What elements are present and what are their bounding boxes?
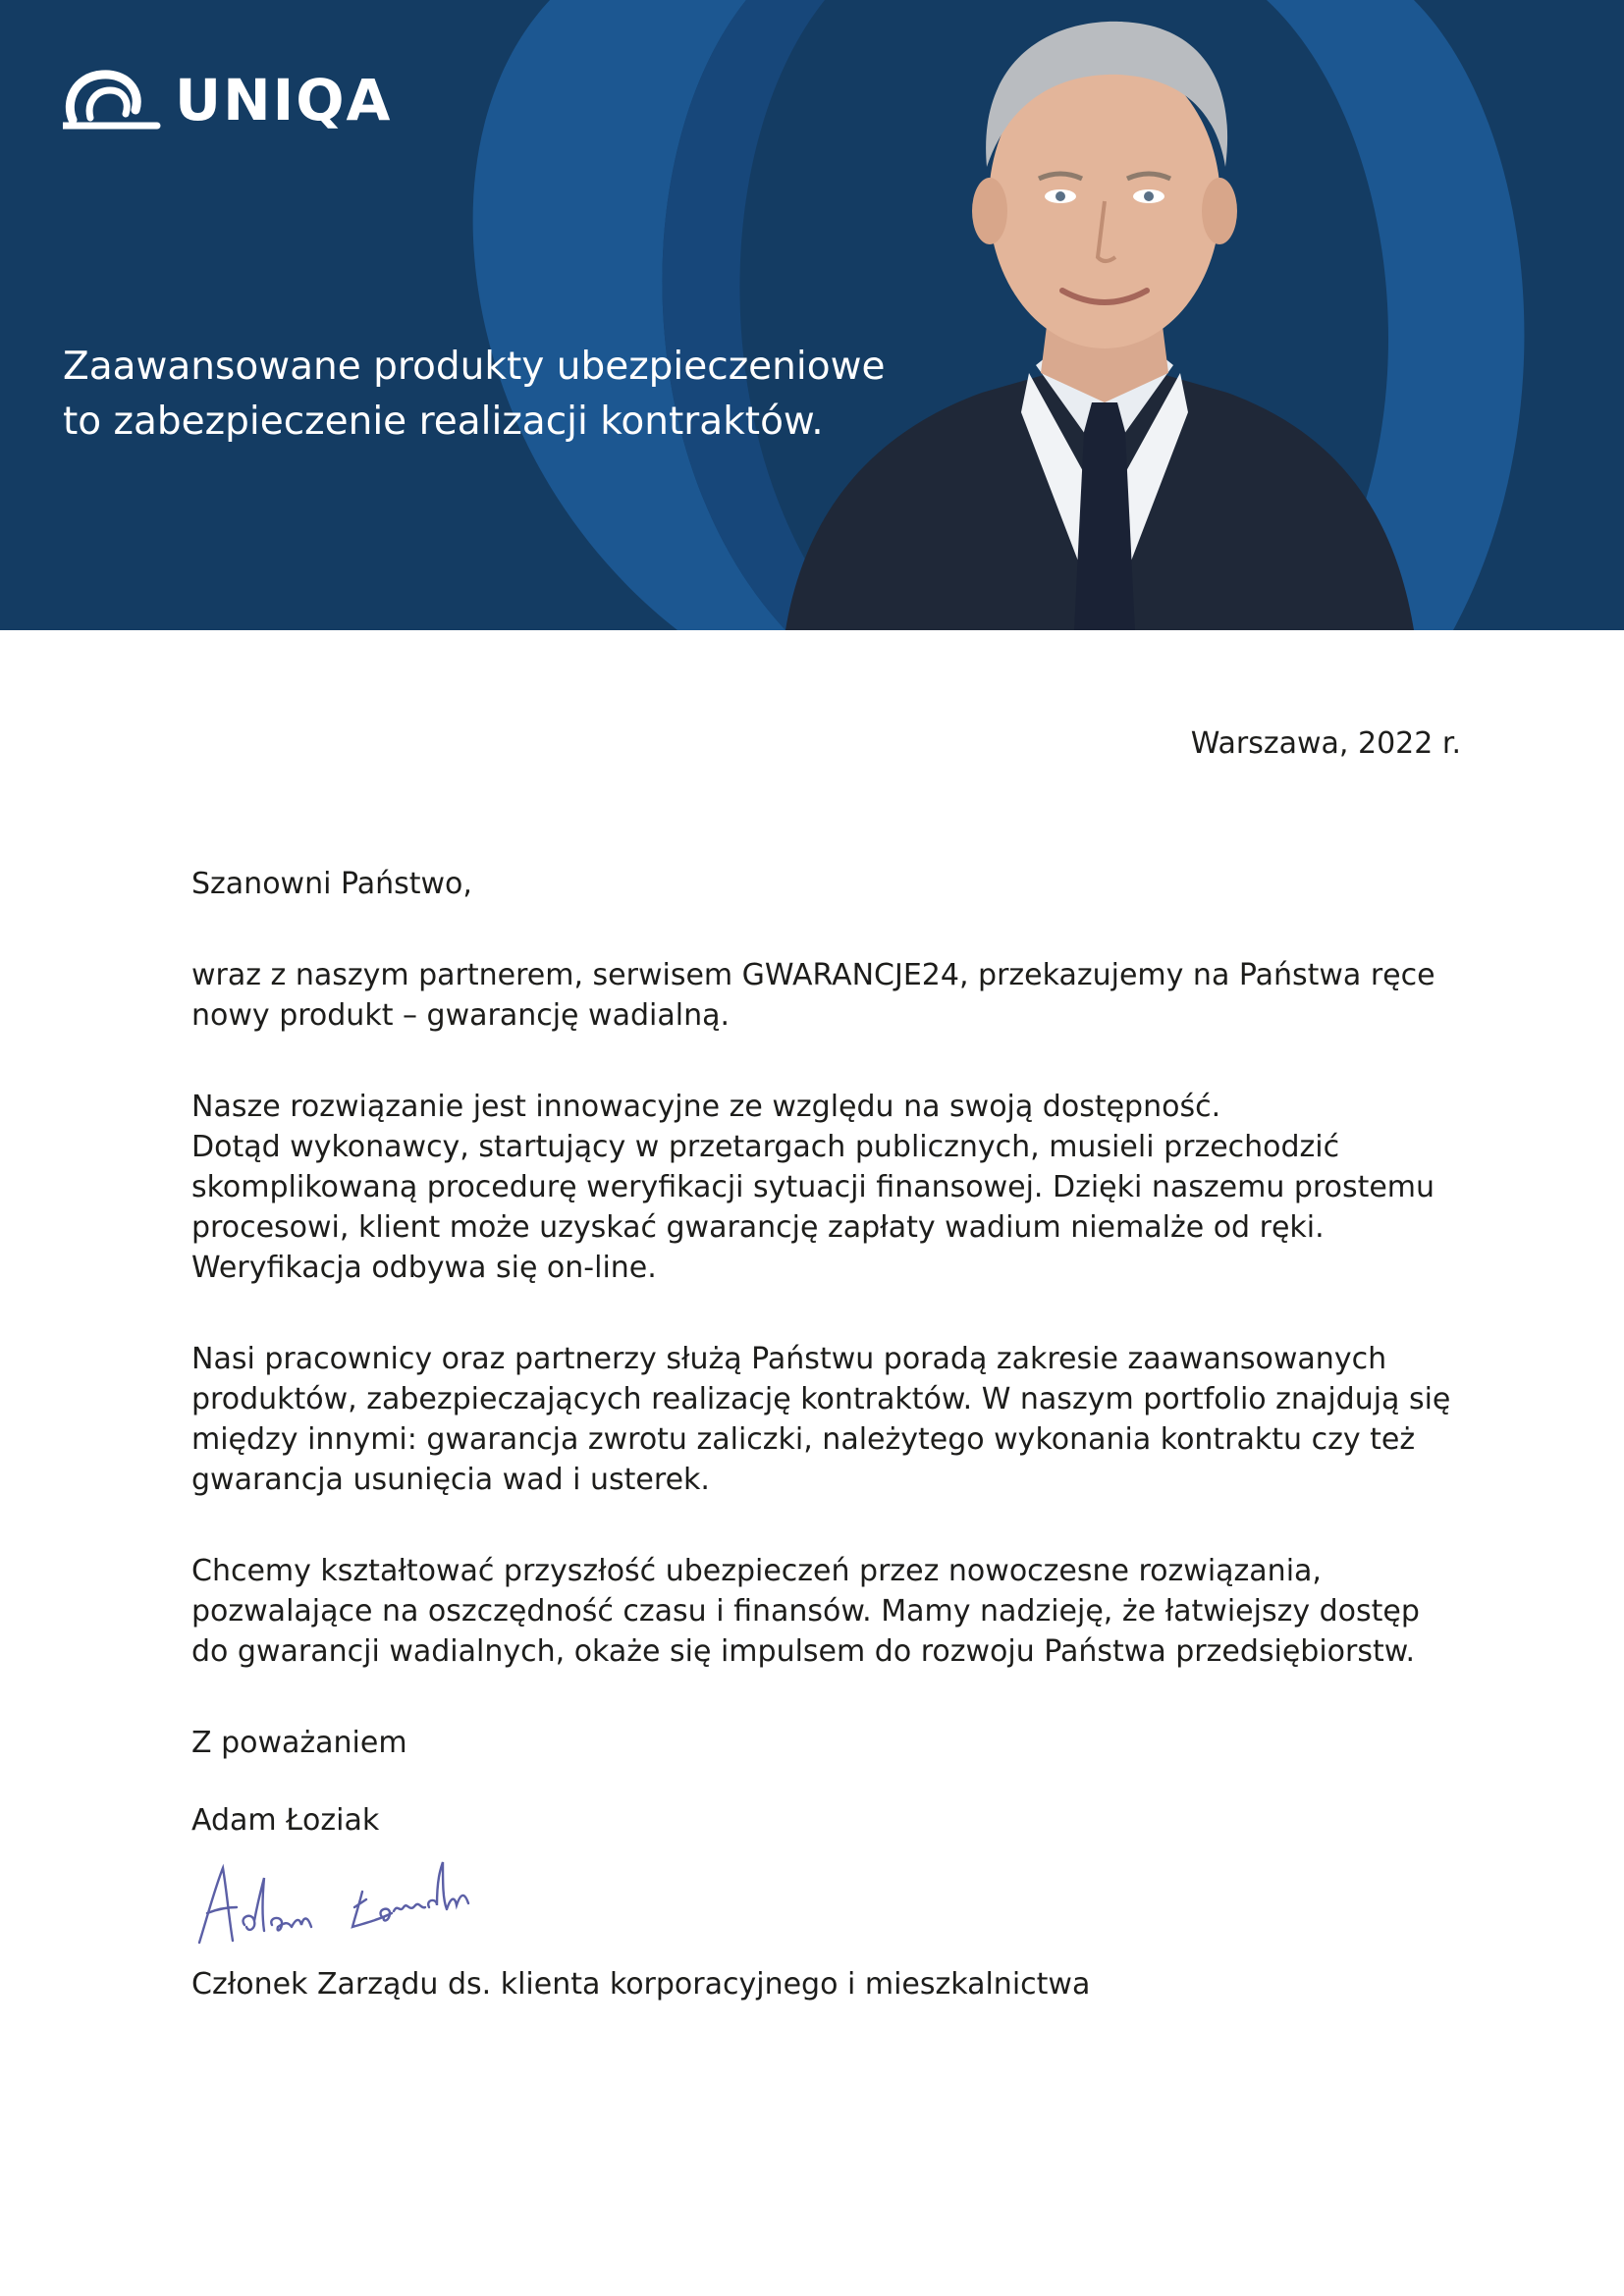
paragraph-line: Chcemy kształtować przyszłość ubezpieczeń przez nowoczesne rozwiązania, <box>191 1554 1322 1588</box>
paragraph-line: między innymi: gwarancja zwrotu zaliczki, należytego wykonania kontraktu czy też <box>191 1422 1416 1457</box>
paragraph-line: nowy produkt – gwarancję wadialną. <box>191 998 730 1033</box>
paragraph-line: Nasi pracownicy oraz partnerzy służą Państwu poradą zakresie zaawansowanych <box>191 1342 1387 1376</box>
portrait-photo <box>785 0 1424 630</box>
letter-date: Warszawa, 2022 r. <box>1190 726 1461 761</box>
tagline-line: Zaawansowane produkty ubezpieczeniowe <box>63 345 886 389</box>
closing: Z poważaniem <box>191 1726 407 1760</box>
paragraph-line: Nasze rozwiązanie jest innowacyjne ze względu na swoją dostępność. <box>191 1090 1221 1124</box>
paragraph-line: gwarancja usunięcia wad i usterek. <box>191 1463 710 1497</box>
paragraph-line: procesowi, klient może uzyskać gwarancję zapłaty wadium niemalże od ręki. <box>191 1210 1325 1245</box>
paragraph-1 <box>191 955 1468 1036</box>
uniqa-logo-icon <box>63 69 161 132</box>
paragraph-3 <box>191 1339 1468 1500</box>
header-banner <box>0 0 1624 630</box>
handwritten-signature <box>189 1848 504 1956</box>
signer-role: Członek Zarządu ds. klienta korporacyjnego i mieszkalnictwa <box>191 1967 1091 2002</box>
paragraph-line: produktów, zabezpieczających realizację kontraktów. W naszym portfolio znajdują się <box>191 1382 1451 1416</box>
signer-name: Adam Łoziak <box>191 1803 380 1838</box>
paragraph-2 <box>191 1087 1468 1288</box>
brand-name: UNIQA <box>175 67 393 133</box>
greeting: Szanowni Państwo, <box>191 867 472 901</box>
paragraph-line: wraz z naszym partnerem, serwisem GWARANCJE24, przekazujemy na Państwa ręce <box>191 958 1435 992</box>
tagline-line: to zabezpieczenie realizacji kontraktów. <box>63 400 824 444</box>
paragraph-4 <box>191 1551 1468 1672</box>
paragraph-line: do gwarancji wadialnych, okaże się impulsem do rozwoju Państwa przedsiębiorstw. <box>191 1634 1416 1669</box>
paragraph-line: pozwalające na oszczędność czasu i finansów. Mamy nadzieję, że łatwiejszy dostęp <box>191 1594 1420 1629</box>
paragraph-line: Dotąd wykonawcy, startujący w przetargach publicznych, musieli przechodzić <box>191 1130 1340 1164</box>
uniqa-logo <box>63 69 392 132</box>
paragraph-line: Weryfikacja odbywa się on-line. <box>191 1251 657 1285</box>
letter-body <box>191 864 1468 2004</box>
paragraph-line: skomplikowaną procedurę weryfikacji sytuacji finansowej. Dzięki naszemu prostemu <box>191 1170 1435 1204</box>
